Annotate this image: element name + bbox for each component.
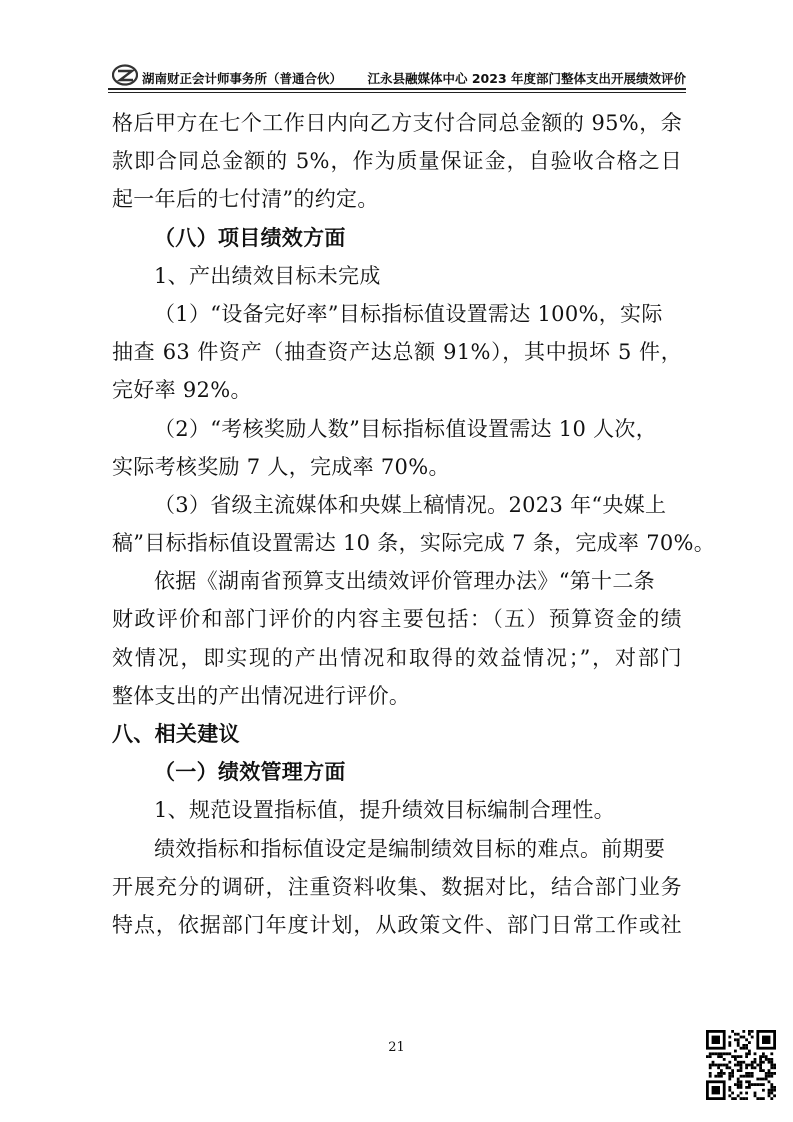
text-line: 稿”目标指标值设置需达 10 条，实际完成 7 条，完成率 70%。 <box>112 531 716 556</box>
text-line: （2）“考核奖励人数”目标指标值设置需达 10 人次， <box>154 416 658 441</box>
text-line: 绩效指标和指标值设定是编制绩效目标的难点。前期要 <box>154 836 666 861</box>
text-line: 1、产出绩效目标未完成 <box>154 263 381 288</box>
text-line: 效情况，即实现的产出情况和取得的效益情况；”，对部门 <box>112 645 682 670</box>
document-body <box>112 104 716 944</box>
text-line: 款即合同总金额的 5%，作为质量保证金，自验收合格之日 <box>112 149 682 174</box>
text-line: 整体支出的产出情况进行评价。 <box>112 683 411 708</box>
text-line: 实际考核奖励 7 人，完成率 70%。 <box>112 454 450 479</box>
header-rule <box>108 88 686 90</box>
text-line: 格后甲方在七个工作日内向乙方支付合同总金额的 95%，余 <box>112 111 682 135</box>
text-line: 完好率 92%。 <box>112 378 252 403</box>
text-line: （一）绩效管理方面 <box>154 760 346 785</box>
report-title: 江永县融媒体中心 2023 年度部门整体支出开展绩效评价 <box>367 71 686 86</box>
page-header <box>108 62 686 92</box>
text-line: 起一年后的七付清”的约定。 <box>112 187 379 212</box>
text-line: 1、规范设置指标值，提升绩效目标编制合理性。 <box>154 798 615 823</box>
page-number: 21 <box>388 1040 405 1055</box>
text-line: 抽查 63 件资产（抽查资产达总额 91%），其中损坏 5 件， <box>112 340 682 365</box>
text-line: （八）项目绩效方面 <box>154 225 346 250</box>
text-line: （1）“设备完好率”目标指标值设置需达 100%，实际 <box>154 301 663 326</box>
text-line: （3）省级主流媒体和央媒上稿情况。2023 年“央媒上 <box>154 492 667 517</box>
text-line: 八、相关建议 <box>112 722 240 746</box>
text-line: 财政评价和部门评价的内容主要包括：（五）预算资金的绩 <box>112 607 682 632</box>
text-line: 依据《湖南省预算支出绩效评价管理办法》“第十二条 <box>154 569 655 594</box>
header-rule-thin <box>108 92 686 93</box>
firm-name: 湖南财正会计师事务所（普通合伙） <box>142 71 343 86</box>
qr-code-icon <box>706 1030 776 1100</box>
text-line: 开展充分的调研，注重资料收集、数据对比，结合部门业务 <box>112 874 682 899</box>
text-line: 特点，依据部门年度计划，从政策文件、部门日常工作或社 <box>112 912 682 937</box>
firm-logo-icon <box>112 64 138 86</box>
